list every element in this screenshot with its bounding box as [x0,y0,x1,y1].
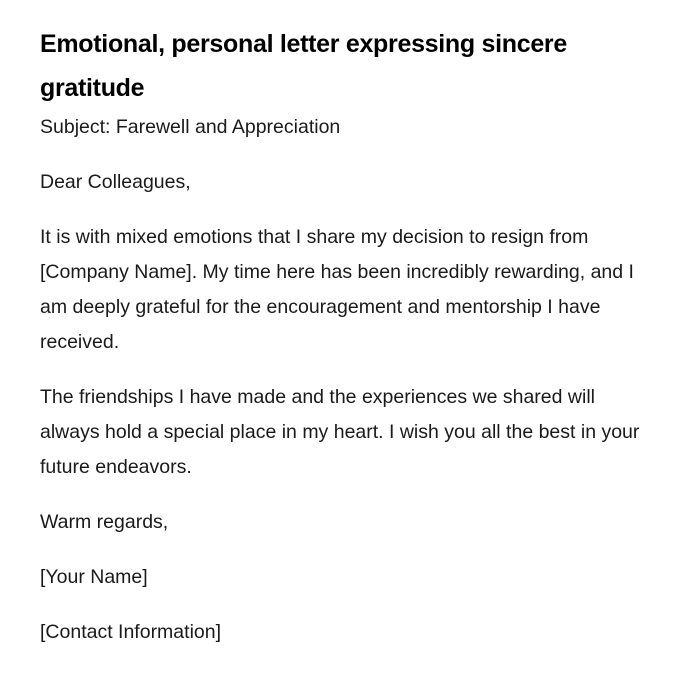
closing: Warm regards, [40,511,169,533]
body-paragraph-1: It is with mixed emotions that I share my decision to resign from [Company Name]. My time here has been incredibly rewarding, and I am deeply grateful for the encouragement and mentorship I have received. [40,226,634,353]
subject-line: Subject: Farewell and Appreciation [40,116,341,138]
letter-document [40,22,652,650]
signature-name: [Your Name] [40,566,148,588]
salutation: Dear Colleagues, [40,171,191,193]
body-paragraph-2: The friendships I have made and the experiences we shared will always hold a special place in my heart. I wish you all the best in your future endeavors. [40,386,640,478]
document-title: Emotional, personal letter expressing sincere gratitude [40,30,567,102]
signature-contact: [Contact Information] [40,621,222,643]
